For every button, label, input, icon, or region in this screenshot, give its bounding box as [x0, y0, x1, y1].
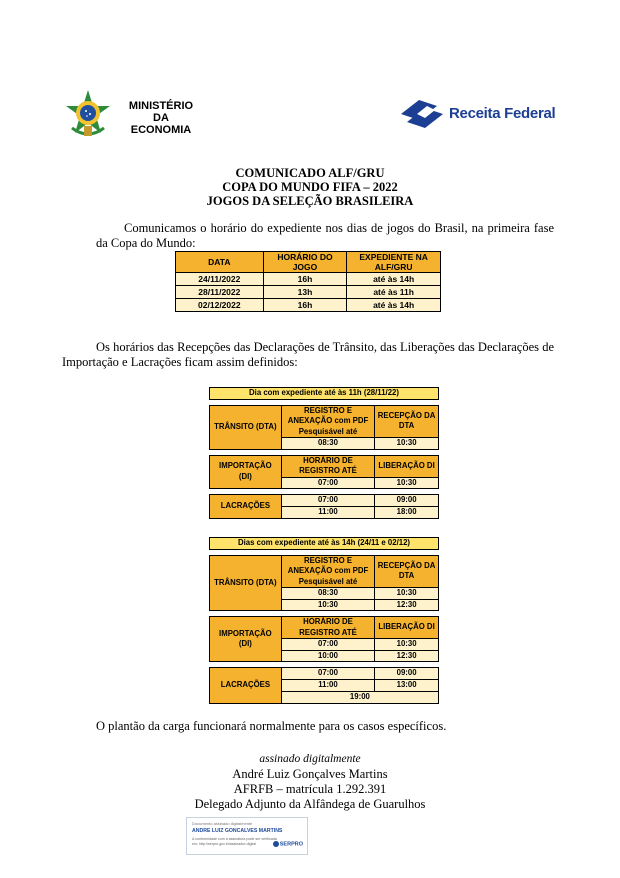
table-row: 08:30 10:30	[210, 588, 439, 600]
intro-paragraph: Comunicamos o horário do expediente nos dias de jogos do Brasil, na primeira fase da Copa do Mundo:	[96, 221, 554, 250]
schedule-table-11h: Dia com expediente até às 11h (28/11/22) TRÂNSITO (DTA) REGISTRO E ANEXAÇÃO com PDF Pesquisável até RECEPÇÃO DA DTA 08:30 10:30 IMPORTAÇÃO (DI) HORÁRIO DE REGISTRO ATÉ LIBERAÇÃO DI 07:00 10:30 LACRAÇÕES 07:00 09:00 11:00 18:00	[209, 387, 439, 519]
document-title: COMUNICADO ALF/GRU COPA DO MUNDO FIFA – 2022 JOGOS DA SELEÇÃO BRASILEIRA	[206, 166, 414, 208]
signer-position: Delegado Adjunto da Alfândega de Guarulhos	[194, 797, 426, 811]
signer-role: AFRFB – matrícula 1.292.391	[233, 782, 387, 796]
signer-name: André Luiz Gonçalves Martins	[232, 767, 388, 781]
coat-of-arms-icon	[62, 88, 114, 140]
stamp-signer-name: ANDRE LUIZ GONCALVES MARTINS	[192, 828, 283, 834]
serpro-icon	[273, 841, 279, 847]
table-row: 28/11/2022 13h até às 11h	[176, 286, 441, 299]
transit-label: TRÂNSITO (DTA)	[210, 405, 282, 449]
table-row: LACRAÇÕES 07:00 09:00	[210, 668, 439, 680]
table-row: 08:30 10:30	[210, 438, 439, 450]
col-header-date: DATA	[176, 252, 264, 273]
serpro-logo: SERPRO	[273, 841, 303, 847]
import-label: IMPORTAÇÃO (DI)	[210, 455, 282, 489]
schedule-title: Dia com expediente até às 11h (28/11/22)	[210, 388, 439, 400]
ministry-name: MINISTÉRIO DA ECONOMIA	[128, 100, 194, 136]
table-row: 24/11/2022 16h até às 14h	[176, 273, 441, 286]
seal-label: LACRAÇÕES	[210, 668, 282, 704]
schedule-paragraph: Os horários das Recepções das Declarações de Trânsito, das Liberações das Declarações de Importação e Lacrações ficam assim definidos:	[62, 340, 554, 369]
games-table	[175, 251, 441, 312]
seal-label: LACRAÇÕES	[210, 495, 282, 519]
receita-federal-icon	[397, 96, 447, 136]
schedule-title: Dias com expediente até às 14h (24/11 e 02/12)	[210, 538, 439, 550]
signed-digitally: assinado digitalmente	[259, 753, 361, 765]
table-row: 07:00 10:30	[210, 639, 439, 651]
ministry-logo-block	[62, 88, 212, 140]
table-row: 10:30 12:30	[210, 599, 439, 611]
receita-federal-logo-block	[397, 96, 557, 136]
transit-label: TRÂNSITO (DTA)	[210, 555, 282, 611]
col-header-game-time: HORÁRIO DO JOGO	[263, 252, 347, 273]
table-row: 11:00 13:00	[210, 680, 439, 692]
table-row: LACRAÇÕES 07:00 09:00	[210, 495, 439, 507]
table-row: 10:00 12:30	[210, 650, 439, 662]
col-header-office-hours: EXPEDIENTE NA ALF/GRU	[347, 252, 441, 273]
signature-block	[0, 752, 620, 812]
note-paragraph: O plantão da carga funcionará normalmente para os casos específicos.	[96, 719, 447, 733]
table-row: 11:00 18:00	[210, 507, 439, 519]
digital-signature-stamp: Documento assinado digitalmente ANDRE LUIZ GONCALVES MARTINS A conformidade com a assinatura pode ser verificada em: http://serpro.gov.br/assinador-digital SERPRO	[186, 817, 308, 855]
agency-name: Receita Federal	[449, 105, 556, 122]
table-row: 19:00	[210, 692, 439, 704]
table-row: 02/12/2022 16h até às 14h	[176, 299, 441, 312]
import-label: IMPORTAÇÃO (DI)	[210, 617, 282, 662]
schedule-table-14h: Dias com expediente até às 14h (24/11 e 02/12) TRÂNSITO (DTA) REGISTRO E ANEXAÇÃO com PDF Pesquisável até RECEPÇÃO DA DTA 08:30 10:30 10:30 12:30 IMPORTAÇÃO (DI) HORÁRIO DE REGISTRO ATÉ LIBERAÇÃO DI 07:00 10:30 10:00 12:30 LACRAÇÕES 07:00 09:00 11:00 13:00 19:00	[209, 537, 439, 704]
table-row: 07:00 10:30	[210, 477, 439, 489]
